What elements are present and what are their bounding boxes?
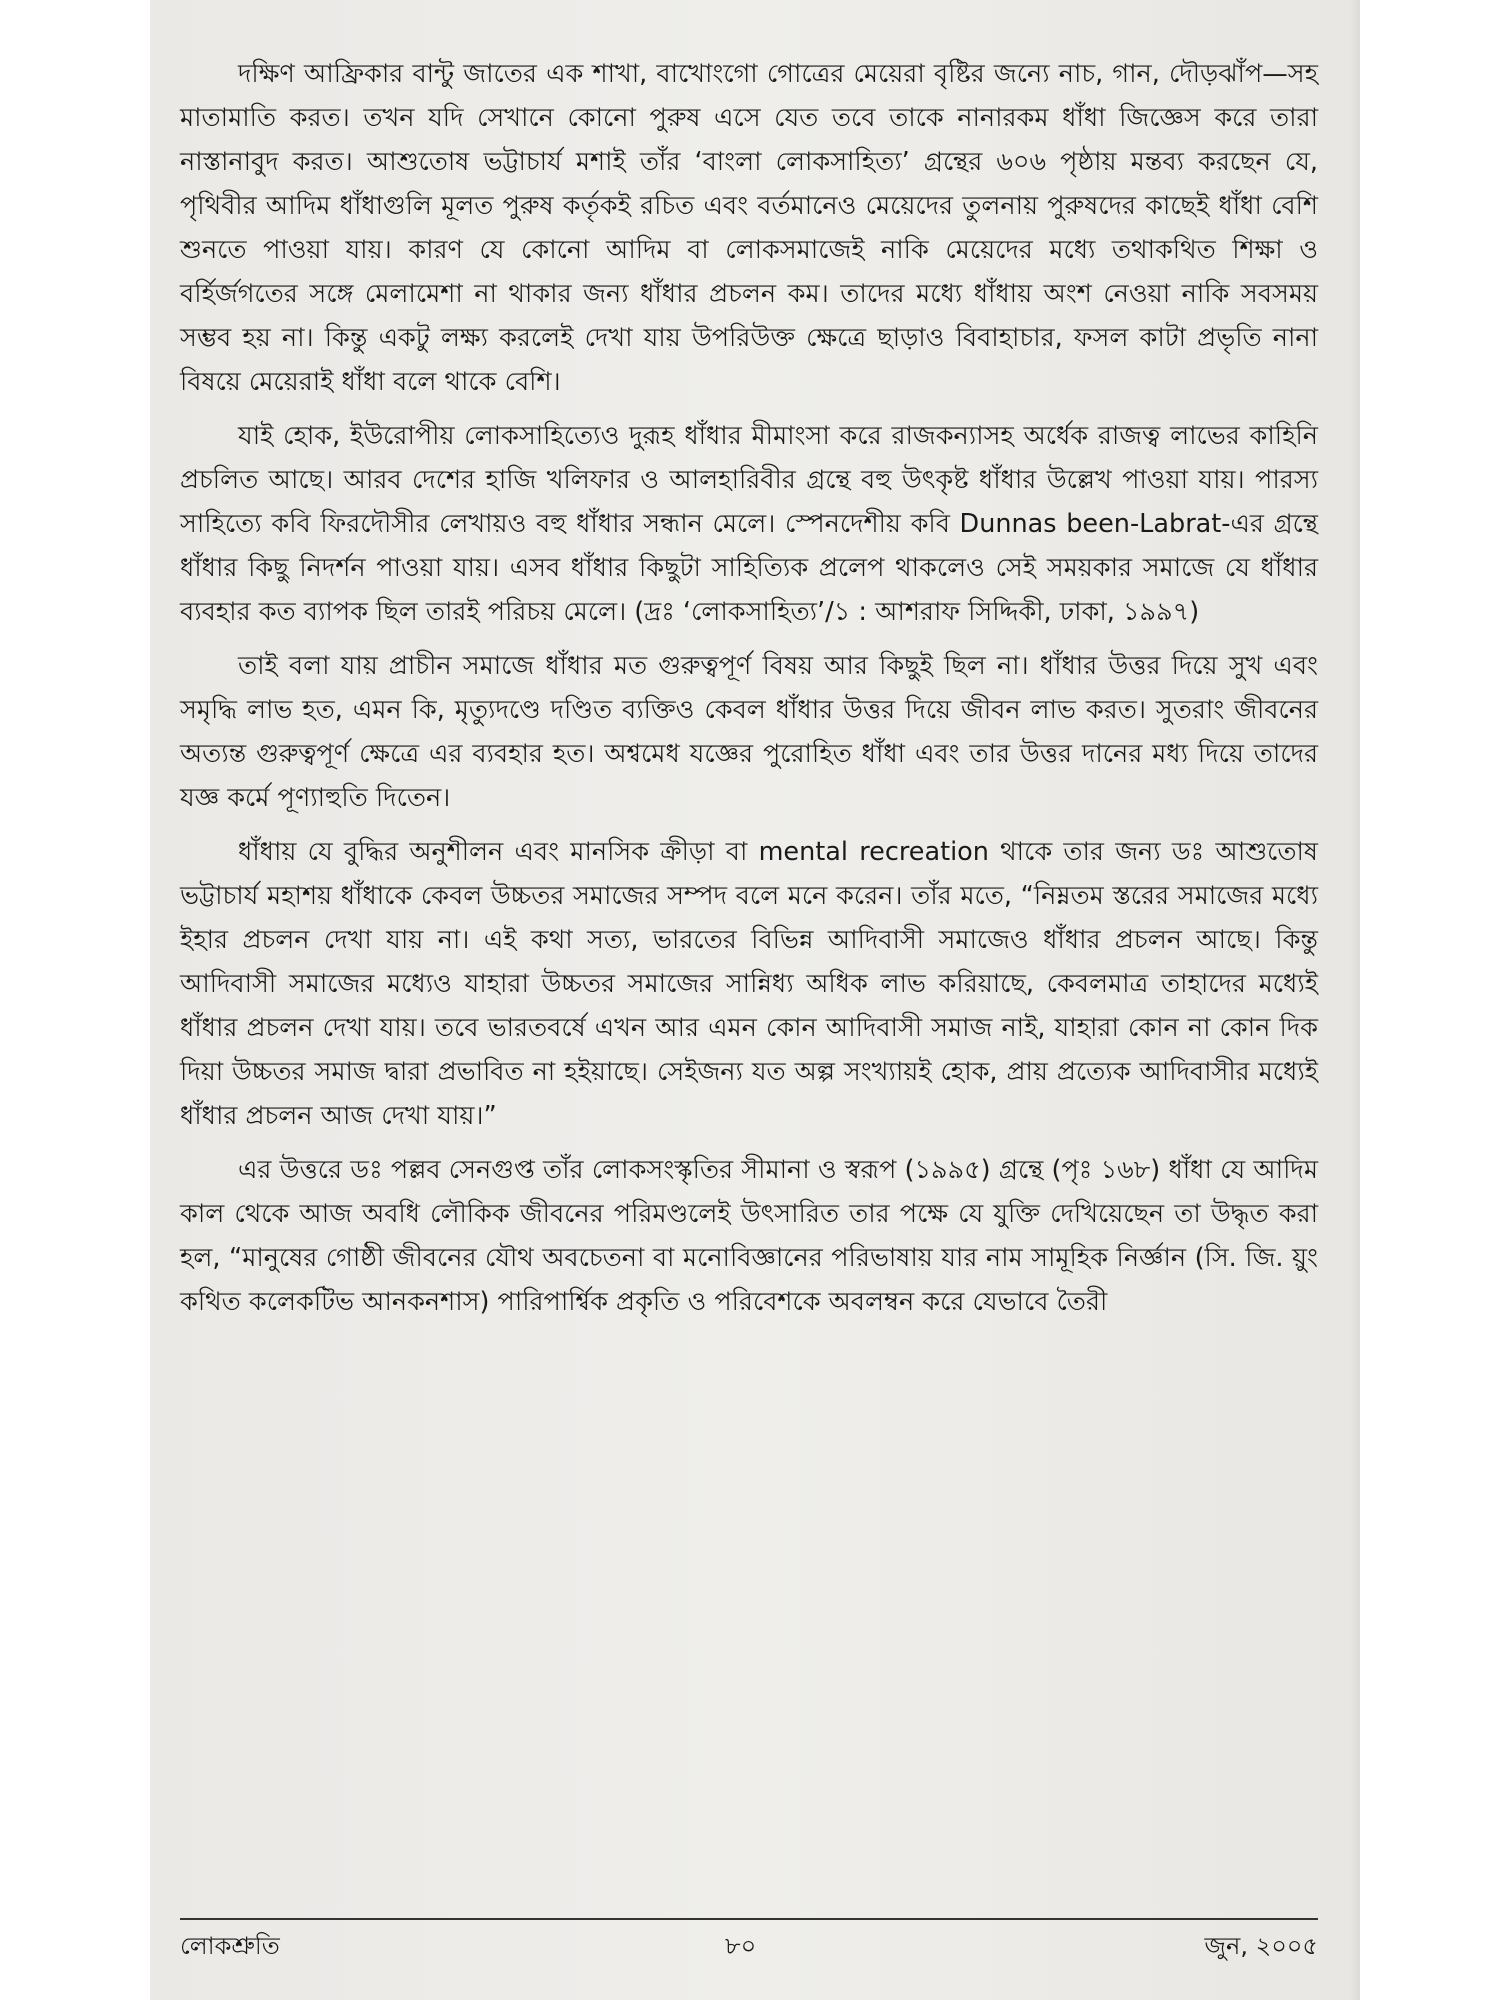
paragraph-3: তাই বলা যায় প্রাচীন সমাজে ধাঁধার মত গুরুত্বপূর্ণ বিষয় আর কিছুই ছিল না। ধাঁধার উত্তর দিয়ে সুখ এবং সমৃদ্ধি লাভ হত, এমন কি, মৃত্যুদণ্ডে দণ্ডিত ব্যক্তিও কেবল ধাঁধার উত্তর দিয়ে জীবন লাভ করত। সুতরাং জীবনের অত্যন্ত গুরুত্বপূর্ণ ক্ষেত্রে এর ব্যবহার হত। অশ্বমেধ যজ্ঞের পুরোহিত ধাঁধা এবং তার উত্তর দানের মধ্য দিয়ে তাদের যজ্ঞ কর্মে পূণ্যাহুতি দিতেন। <box>180 651 1318 813</box>
paragraph-2: যাই হোক, ইউরোপীয় লোকসাহিত্যেও দুরূহ ধাঁধার মীমাংসা করে রাজকন্যাসহ অর্ধেক রাজত্ব লাভের কাহিনি প্রচলিত আছে। আরব দেশের হাজি খলিফার ও আলহারিবীর গ্রন্থে বহু উৎকৃষ্ট ধাঁধার উল্লেখ পাওয়া যায়। পারস্য সাহিত্যে কবি ফিরদৌসীর লেখায়ও বহু ধাঁধার সন্ধান মেলে। স্পেনদেশীয় কবি Dunnas been-Labrat-এর গ্রন্থে ধাঁধার কিছু নিদর্শন পাওয়া যায়। এসব ধাঁধার কিছুটা সাহিত্যিক প্রলেপ থাকলেও সেই সময়কার সমাজে যে ধাঁধার ব্যবহার কত ব্যাপক ছিল তারই পরিচয় মেলে। (দ্রঃ ‘লোকসাহিত্য’/১ : আশরাফ সিদ্দিকী, ঢাকা, ১৯৯৭) <box>180 421 1318 627</box>
paragraph-1: দক্ষিণ আফ্রিকার বান্টু জাতের এক শাখা, বাখোংগো গোত্রের মেয়েরা বৃষ্টির জন্যে নাচ, গান, দৌড়ঝাঁপ—সহ মাতামাতি করত। তখন যদি সেখানে কোনো পুরুষ এসে যেত তবে তাকে নানারকম ধাঁধা জিজ্ঞেস করে তারা নাস্তানাবুদ করত। আশুতোষ ভট্টাচার্য মশাই তাঁর ‘বাংলা লোকসাহিত্য’ গ্রন্থের ৬০৬ পৃষ্ঠায় মন্তব্য করছেন যে, পৃথিবীর আদিম ধাঁধাগুলি মূলত পুরুষ কর্তৃকই রচিত এবং বর্তমানেও মেয়েদের তুলনায় পুরুষদের কাছেই ধাঁধা বেশি শুনতে পাওয়া যায়। কারণ যে কোনো আদিম বা লোকসমাজেই নাকি মেয়েদের মধ্যে তথাকথিত শিক্ষা ও বর্হির্জগতের সঙ্গে মেলামেশা না থাকার জন্য ধাঁধার প্রচলন কম। তাদের মধ্যে ধাঁধায় অংশ নেওয়া নাকি সবসময় সম্ভব হয় না। কিন্তু একটু লক্ষ্য করলেই দেখা যায় উপরিউক্ত ক্ষেত্রে ছাড়াও বিবাহাচার, ফসল কাটা প্রভৃতি নানা বিষয়ে মেয়েরাই ধাঁধা বলে থাকে বেশি। <box>180 59 1318 397</box>
issue-date: জুন, ২০০৫ <box>1204 1932 1318 1960</box>
page-number: ৮০ <box>725 1932 757 1960</box>
journal-name: লোকশ্রুতি <box>180 1932 280 1960</box>
body-text <box>180 52 1318 1334</box>
footer-divider <box>180 1918 1318 1920</box>
paragraph-5: এর উত্তরে ডঃ পল্লব সেনগুপ্ত তাঁর লোকসংস্কৃতির সীমানা ও স্বরূপ (১৯৯৫) গ্রন্থে (পৃঃ ১৬৮) ধাঁধা যে আদিম কাল থেকে আজ অবধি লৌকিক জীবনের পরিমণ্ডলেই উৎসারিত তার পক্ষে যে যুক্তি দেখিয়েছেন তা উদ্ধৃত করা হল, “মানুষের গোষ্ঠী জীবনের যৌথ অবচেতনা বা মনোবিজ্ঞানের পরিভাষায় যার নাম সামূহিক নির্জ্ঞান (সি. জি. য়ুং কথিত কলেকটিভ আনকনশাস) পারিপার্শ্বিক প্রকৃতি ও পরিবেশকে অবলম্বন করে যেভাবে তৈরী <box>180 1155 1318 1317</box>
page-footer <box>180 1928 1318 1968</box>
paragraph-4: ধাঁধায় যে বুদ্ধির অনুশীলন এবং মানসিক ক্রীড়া বা mental recreation থাকে তার জন্য ডঃ আশুতোষ ভট্টাচার্য মহাশয় ধাঁধাকে কেবল উচ্চতর সমাজের সম্পদ বলে মনে করেন। তাঁর মতে, “নিম্নতম স্তরের সমাজের মধ্যে ইহার প্রচলন দেখা যায় না। এই কথা সত্য, ভারতের বিভিন্ন আদিবাসী সমাজেও ধাঁধার প্রচলন আছে। কিন্তু আদিবাসী সমাজের মধ্যেও যাহারা উচ্চতর সমাজের সান্নিধ্য অধিক লাভ করিয়াছে, কেবলমাত্র তাহাদের মধ্যেই ধাঁধার প্রচলন দেখা যায়। তবে ভারতবর্ষে এখন আর এমন কোন আদিবাসী সমাজ নাই, যাহারা কোন না কোন দিক দিয়া উচ্চতর সমাজ দ্বারা প্রভাবিত না হইয়াছে। সেইজন্য যত অল্প সংখ্যায়ই হোক, প্রায় প্রত্যেক আদিবাসীর মধ্যেই ধাঁধার প্রচলন আজ দেখা যায়।” <box>180 837 1318 1131</box>
